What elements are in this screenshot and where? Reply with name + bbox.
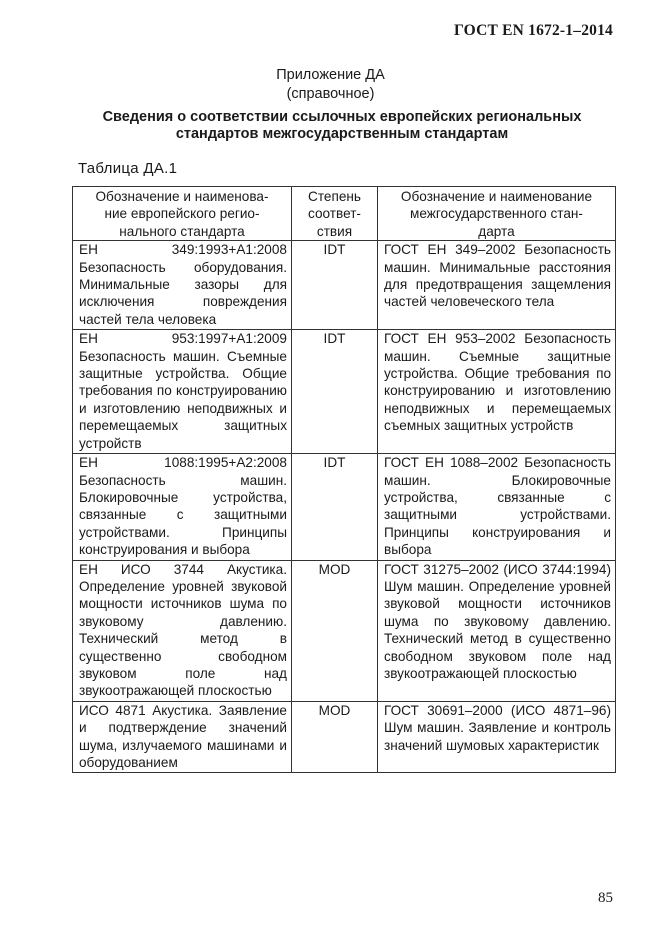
table-row	[73, 560, 616, 701]
conformity-degree-cell: IDT	[292, 330, 378, 454]
column-header-european: Обозначение и наименова- ние европейского регио- нального стандарта	[73, 187, 292, 241]
interstate-standard-cell: ГОСТ 30691–2000 (ИСО 4871–96) Шум машин. Заявление и контроль значений шумовых характеристик	[378, 701, 616, 773]
appendix-subtitle: (справочное)	[286, 86, 375, 102]
conformity-degree-cell: MOD	[292, 701, 378, 773]
interstate-standard-cell: ГОСТ ЕН 953–2002 Безопасность машин. Съемные защитные устройства. Общие требования по конструированию и изготовлению неподвижных и перемещаемых съемных защитных устройств	[378, 330, 616, 454]
european-standard-cell: ИСО 4871 Акустика. Заявление и подтверждение значений шума, излучаемого машинами и оборудованием	[73, 701, 292, 773]
column-header-degree: Степень соответ- ствия	[292, 187, 378, 241]
european-standard-cell: ЕН ИСО 3744 Акустика. Определение уровней звуковой мощности источников шума по звуковому давлению. Технический метод в существенно свободном звуковом поле над звукоотражающей плоскостью	[73, 560, 292, 701]
appendix-title: Приложение ДА	[276, 67, 385, 83]
page-number: 85	[598, 890, 613, 906]
table-row	[73, 701, 616, 773]
correspondence-table	[72, 186, 616, 773]
appendix-title-block	[0, 66, 661, 104]
conformity-degree-cell: IDT	[292, 454, 378, 560]
column-header-interstate: Обозначение и наименование межгосударственного стан- дарта	[378, 187, 616, 241]
european-standard-cell: ЕН 349:1993+A1:2008 Безопасность оборудования. Минимальные зазоры для исключения повреждения частей тела человека	[73, 241, 292, 330]
interstate-standard-cell: ГОСТ ЕН 349–2002 Безопасность машин. Минимальные расстояния для предотвращения защемления частей человеческого тела	[378, 241, 616, 330]
conformity-degree-cell: MOD	[292, 560, 378, 701]
european-standard-cell: ЕН 953:1997+A1:2009 Безопасность машин. Съемные защитные устройства. Общие требования по конструированию и изготовлению неподвижных и перемещаемых защитных устройств	[73, 330, 292, 454]
standard-id: ГОСТ EN 1672-1–2014	[454, 22, 613, 39]
heading-line-1: Сведения о соответствии ссылочных европейских региональных	[102, 109, 582, 125]
table-row	[73, 241, 616, 330]
table-row	[73, 454, 616, 560]
heading-line-2: стандартов межгосударственным стандартам	[175, 126, 509, 142]
table-row	[73, 330, 616, 454]
appendix-heading	[72, 109, 612, 143]
table-header-row	[73, 187, 616, 241]
table-caption: Таблица ДА.1	[78, 160, 178, 177]
interstate-standard-cell: ГОСТ ЕН 1088–2002 Безопасность машин. Блокировочные устройства, связанные с защитными устройствами. Принципы конструирования и выбора	[378, 454, 616, 560]
european-standard-cell: ЕН 1088:1995+A2:2008 Безопасность машин. Блокировочные устройства, связанные с защитными устройствами. Принципы конструирования и выбора	[73, 454, 292, 560]
interstate-standard-cell: ГОСТ 31275–2002 (ИСО 3744:1994) Шум машин. Определение уровней звуковой мощности источников шума по звуковому давлению. Технический метод в существенно свободном звуковом поле над звукоотражающей плоскостью	[378, 560, 616, 701]
conformity-degree-cell: IDT	[292, 241, 378, 330]
